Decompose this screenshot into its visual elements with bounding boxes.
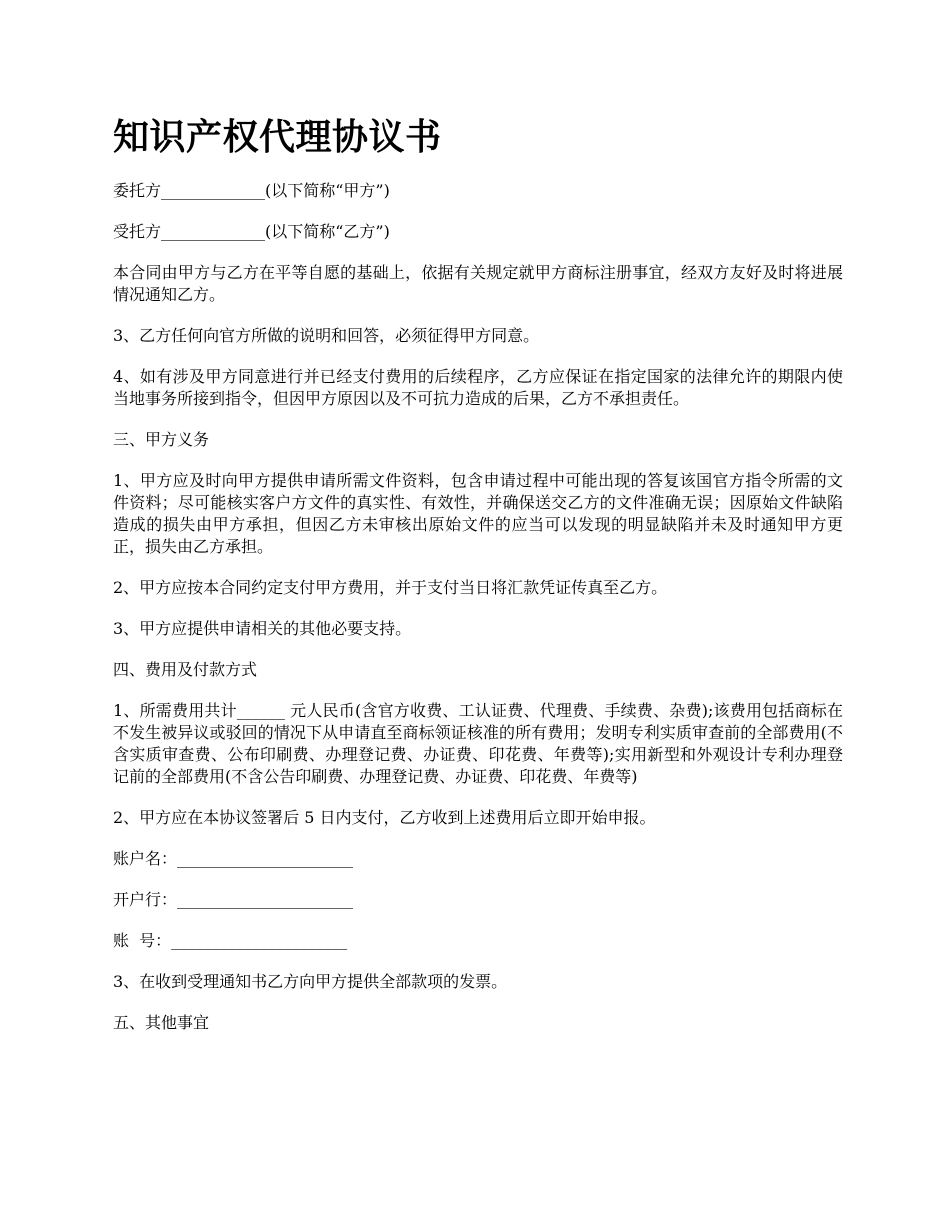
account-number-line: 账 号：______________________	[113, 931, 348, 950]
paragraph-client: 委托方_____________(以下简称“甲方”)	[113, 181, 390, 200]
paragraph-clause-d1: 1、所需费用共计______ 元人民币(含官方收费、工认证费、代理费、手续费、杂费);该费用包括商标在不发生被异议或驳回的情况下从申请直至商标领证核准的所有费用；发明专利实质审查前的全部费用(不含实质审查费、公布印刷费、办理登记费、办证费、印花费、年费等);实用新型和外观设计专利办理登记前的全部费用(不含公告印刷费、办理登记费、办证费、印花费、年费等)	[113, 701, 843, 786]
section-heading-fees-payment: 四、费用及付款方式	[113, 660, 258, 679]
paragraph-clause-c3: 3、甲方应提供申请相关的其他必要支持。	[113, 619, 412, 638]
document-title: 知识产权代理协议书	[113, 116, 442, 158]
paragraph-clause-b3: 3、乙方任何向官方所做的说明和回答，必须征得甲方同意。	[113, 326, 540, 345]
paragraph-clause-d2: 2、甲方应在本协议签署后 5 日内支付，乙方收到上述费用后立即开始申报。	[113, 808, 656, 827]
section-heading-other-matters: 五、其他事宜	[113, 1013, 210, 1032]
section-heading-party-a-obligations: 三、甲方义务	[113, 430, 210, 449]
paragraph-clause-b4: 4、如有涉及甲方同意进行并已经支付费用的后续程序，乙方应保证在指定国家的法律允许的期限内使当地事务所接到指令，但因甲方原因以及不可抗力造成的后果，乙方不承担责任。	[113, 367, 843, 408]
paragraph-clause-c1: 1、甲方应及时向甲方提供申请所需文件资料，包含申请过程中可能出现的答复该国官方指令所需的文件资料；尽可能核实客户方文件的真实性、有效性，并确保送交乙方的文件准确无误；因原始文件缺陷造成的损失由甲方承担，但因乙方未审核出原始文件的应当可以发现的明显缺陷并未及时通知甲方更正，损失由乙方承担。	[113, 471, 843, 556]
paragraph-agent: 受托方_____________(以下简称“乙方”)	[113, 222, 390, 241]
document-page	[113, 112, 843, 1053]
paragraph-clause-d3: 3、在收到受理通知书乙方向甲方提供全部款项的发票。	[113, 972, 508, 991]
bank-line: 开户行：______________________	[113, 890, 354, 909]
paragraph-clause-c2: 2、甲方应按本合同约定支付甲方费用，并于支付当日将汇款凭证传真至乙方。	[113, 578, 668, 597]
account-name-line: 账户名：______________________	[113, 849, 354, 868]
paragraph-preamble: 本合同由甲方与乙方在平等自愿的基础上，依据有关规定就甲方商标注册事宜，经双方友好及时将进展情况通知乙方。	[113, 263, 843, 304]
